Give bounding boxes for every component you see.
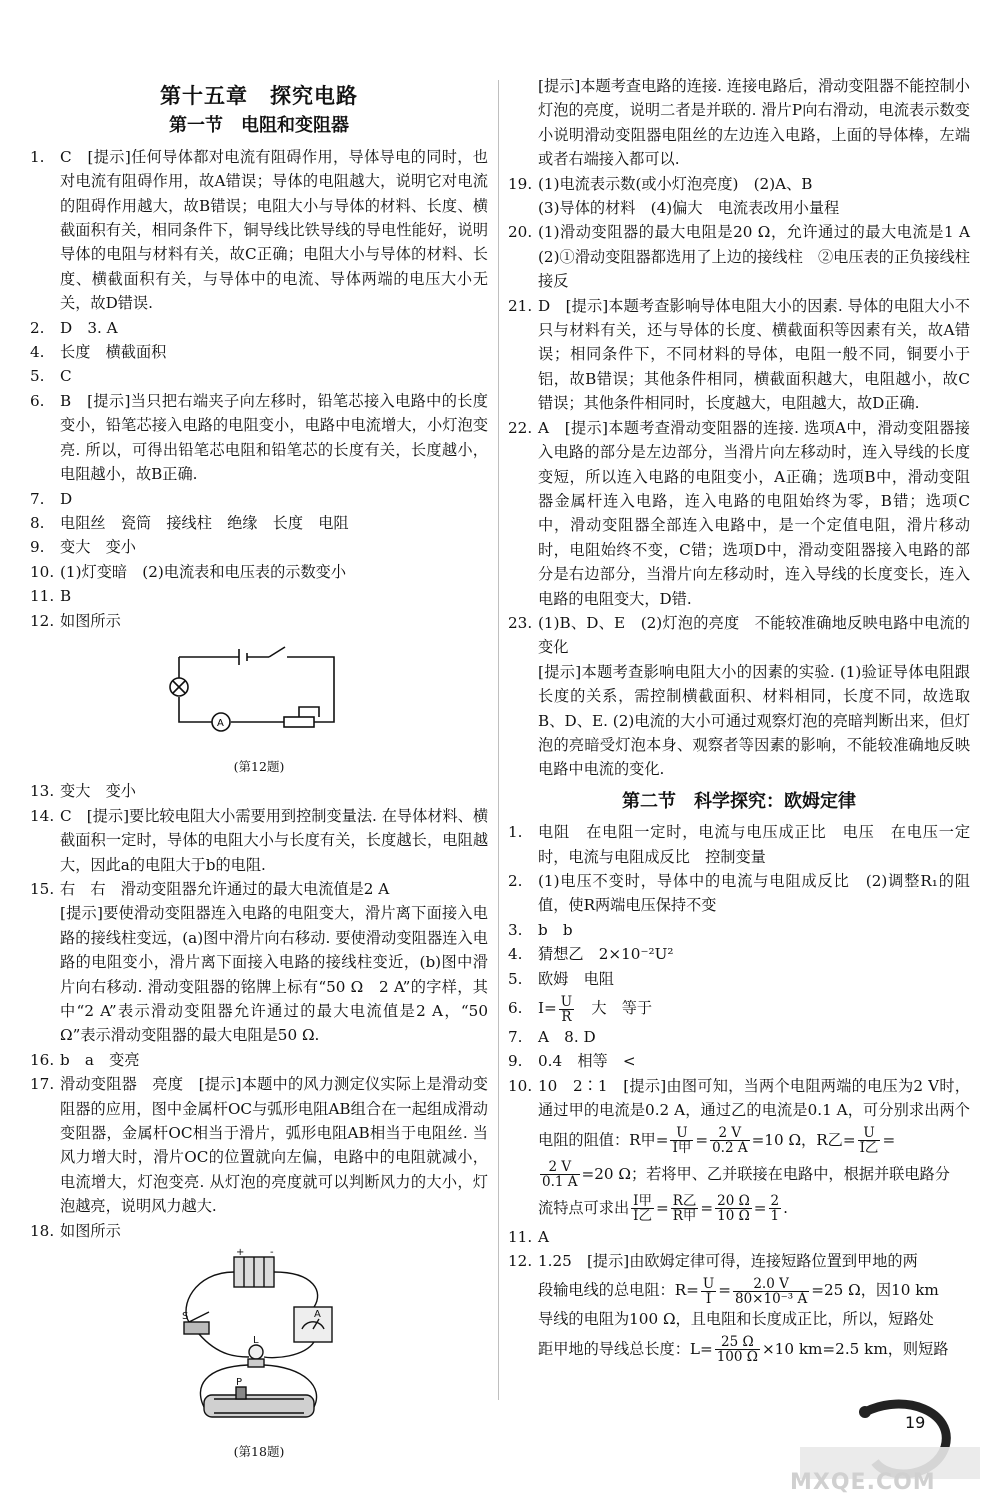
fraction: [733, 1277, 809, 1306]
answer-item: [508, 172, 970, 196]
numerator: 20 Ω: [717, 1193, 750, 1210]
fraction: [671, 1194, 699, 1223]
answer-text: B [提示]当只把右端夹子向左移时，铅笔芯接入电路中的长度变小，铅笔芯接入电路的电阻变小，电路中电流增大，小灯泡变亮. 所以，可得出铅笔芯电阻和铅笔芯的长度有关，长度越小，电阻越小，故B正确.: [60, 391, 488, 484]
numerator: 2 V: [710, 1126, 750, 1141]
answer-text: A 8. D: [538, 1028, 596, 1047]
answer-text: 长度 横截面积: [60, 343, 167, 362]
answer-text: [提示]本题考查电路的连接. 连接电路后，滑动变阻器不能控制小灯泡的亮度，说明二者是并联的. 滑片P向右滑动，电流表示数变小说明滑动变阻器电阻丝的左边连入电路，上面的导体棒，左端或者右端接入都可以.: [538, 77, 970, 169]
denominator: 80×10⁻³ A: [734, 1290, 808, 1307]
answer-text: (1)滑动变阻器的最大电阻是20 Ω，允许通过的最大电流是1 A (2)①滑动变阻器都选用了上边的接线柱 ②电压表的正负接线柱接反: [538, 223, 986, 291]
answer-text: 大 等于: [576, 999, 653, 1018]
answer-text: D: [60, 489, 73, 508]
column-divider: [498, 80, 499, 1400]
answer-text: 电阻 在电阻一定时，电流与电压成正比 电压 在电压一定时，电流与电阻成反比 控制变量: [538, 823, 970, 866]
numerator: 2: [770, 1193, 780, 1210]
circuit-photo-18: [174, 1247, 344, 1437]
answer-item: [30, 877, 488, 901]
numerator: U: [560, 993, 573, 1010]
formula-part: 距甲地的导线总长度：L=: [538, 1339, 713, 1358]
answer-text: (1)电压不变时，导体中的电流与电阻成反比 (2)调整R₁的阻值，使R两端电压保持不变: [538, 872, 970, 915]
item-number: 5.: [508, 969, 523, 988]
formula: [629, 1125, 896, 1157]
answer-item: [30, 1048, 488, 1072]
text-line: 导线的电阻为100 Ω，且电阻和长度成正比，所以，短路处: [538, 1310, 934, 1329]
item-number: 2.: [30, 318, 45, 337]
item-number: 21.: [508, 296, 533, 315]
figure-12: [30, 637, 488, 775]
left-column: [30, 74, 488, 1464]
item-number: 16.: [30, 1050, 55, 1069]
answer-text: [538, 1074, 970, 1157]
answer-text: (1)灯变暗 (2)电流表和电压表的示数变小: [60, 562, 347, 581]
answer-item: [30, 487, 488, 511]
answer-text: 滑动变阻器 亮度 [提示]本题中的风力测定仪实际上是滑动变阻器的应用，图中金属杆OC与弧形电阻AB组合在一起组成滑动变阻器，金属杆OC相当于滑片，弧形电阻AB相当于电阻丝. 当风力增大时，滑片OC的位置就向左偏，电路中的电阻就减小，电流增大，灯泡变亮. 从灯泡的亮度就可以判断风力的大小，灯泡越亮，说明风力越大.: [60, 1075, 488, 1216]
answer-item-11: [508, 1225, 970, 1249]
figure-18-caption: (第18题): [233, 1444, 285, 1460]
answer-item: [508, 416, 970, 611]
fraction: [769, 1194, 782, 1223]
answer-text: 猜想乙 2×10⁻²U²: [538, 945, 674, 964]
fraction: [858, 1126, 881, 1155]
formula-line: [538, 1332, 970, 1366]
answer-item-7: [508, 1025, 970, 1049]
item-number: 12.: [30, 611, 55, 630]
item-number: 10.: [30, 562, 55, 581]
answer-item: [30, 609, 488, 633]
switch-label: S: [182, 1311, 189, 1323]
answer-text: 如图所示: [60, 1221, 121, 1240]
answer-item-6: [508, 991, 970, 1025]
item-number: 9.: [508, 1052, 523, 1071]
answer-text: C [提示]任何导体都对电流有阻碍作用，导体导电的同时，也对电流有阻碍作用，故A错误；导体的电阻越大，说明它对电流的阻碍作用越大，故B错误；电阻大小与导体的材料、长度、横截面积有关，相同条件下，铜导线比铁导线的导电性能好，说明导体的电阻与材料有关，故C正确；电阻大小与导体的材料、长度、横截面积有关，与导体中的电流、导体两端的电压大小无关，故D错误.: [60, 147, 488, 313]
answer-item: [30, 1219, 488, 1243]
formula-part: =10 Ω，R乙=: [751, 1130, 856, 1149]
answer-item: [30, 1072, 488, 1218]
ammeter-label: A: [217, 717, 224, 729]
answer-item: [508, 660, 970, 782]
answer-item: [508, 294, 970, 416]
answer-item: [30, 340, 488, 364]
answer-text: B: [60, 587, 72, 606]
formula-part: ×10 km=2.5 km，则短路: [761, 1339, 949, 1358]
item-number: 4.: [508, 945, 523, 964]
answer-item-10: [508, 1074, 970, 1225]
item-number: 3.: [508, 920, 523, 939]
item-number: 15.: [30, 879, 55, 898]
denominator: 10 Ω: [717, 1208, 750, 1225]
numerator: 2.0 V: [733, 1277, 809, 1292]
answer-item: [508, 967, 970, 991]
right-answer-list-2: [508, 820, 970, 991]
text-line: 10 2∶1 [提示]由图可知，当两个电阻两端的电压为2 V时，通过甲的电流是0.2 A，通过乙的电流是0.1 A，可分别求出两个电阻的阻值：: [538, 1076, 970, 1149]
denominator: R: [561, 1008, 572, 1025]
item-number: 1.: [508, 823, 523, 842]
answer-text: [提示]要使滑动变阻器连入电路的电阻变大，滑片离下面接入电路的接线柱变远，(a)图中滑片向右移动. 要使滑动变阻器连入电路的电阻变小，滑片离下面接入电路的接线柱变近，(b)图中滑片向右移动. 滑动变阻器的铭牌上标有“50 Ω 2 A”的字样，其中“2 A”表示滑动变阻器允许通过的最大电流值是2 A，“50 Ω”表示滑动变阻器的最大电阻是50 Ω.: [60, 904, 488, 1045]
fraction: [540, 1160, 580, 1189]
answer-item: [508, 611, 970, 660]
item-number: 6.: [508, 999, 523, 1018]
item-number: 5.: [30, 367, 45, 386]
right-column: [508, 74, 986, 1366]
answer-item: [508, 220, 986, 293]
formula-part: R甲=: [629, 1130, 669, 1149]
denominator: 0.2 A: [712, 1140, 748, 1157]
watermark-text: MXQE.COM: [790, 1470, 936, 1495]
answer-item: [508, 820, 970, 869]
item-number: 20.: [508, 223, 533, 242]
answer-text: 变大 变小: [60, 538, 136, 557]
answer-text: (1)电流表示数(或小灯泡亮度) (2)A、B: [538, 174, 813, 193]
denominator: I: [705, 1290, 712, 1307]
answer-item: [30, 804, 488, 877]
lamp-label: L: [253, 1335, 259, 1347]
item-number: 7.: [508, 1028, 523, 1047]
answer-text: D [提示]本题考查影响导体电阻大小的因素. 导体的电阻大小不只与材料有关，还与导体的长度、横截面积等因素有关，故A错误；相同条件下，不同材料的导体，电阻一般不同，铜要小于铝，故B错误；其他条件相同，横截面积越大，电阻越小，故C错误；其他条件相同时，长度越大，电阻越大，故D正确.: [538, 296, 970, 413]
numerator: U: [858, 1126, 881, 1141]
answer-text: C [提示]要比较电阻大小需要用到控制变量法. 在导体材料、横截面积一定时，导体的电阻大小与长度有关，长度越长，电阻越大，因此a的电阻大于b的电阻.: [60, 806, 489, 874]
answer-item: [508, 942, 970, 966]
denominator: I乙: [859, 1140, 879, 1157]
item-number: 9.: [30, 538, 45, 557]
answer-text: 如图所示: [60, 611, 121, 630]
denominator: 0.1 A: [542, 1174, 578, 1191]
formula-part: =25 Ω，因10 km: [811, 1281, 939, 1300]
numerator: 25 Ω: [715, 1335, 760, 1350]
item-number: 17.: [30, 1075, 55, 1094]
figure-18: [30, 1247, 488, 1460]
item-number: 8.: [30, 513, 45, 532]
item-number: 4.: [30, 343, 45, 362]
numerator: I甲: [633, 1193, 652, 1210]
item-number: 6.: [30, 391, 45, 410]
fraction: [701, 1277, 716, 1306]
numerator: R乙: [672, 1193, 697, 1210]
fraction: [670, 1126, 693, 1155]
numerator: U: [702, 1275, 715, 1292]
battery-plus-label: +: [236, 1247, 245, 1259]
answer-text: D 3. A: [60, 318, 118, 337]
item-number: 13.: [30, 782, 55, 801]
fraction: [715, 1194, 752, 1223]
answer-item: [508, 918, 970, 942]
answer-text: C: [60, 367, 72, 386]
fraction: [715, 1335, 760, 1364]
item-number: 2.: [508, 872, 523, 890]
section-title-1: 第一节 电阻和变阻器: [169, 115, 349, 137]
item-number: 14.: [30, 806, 55, 825]
slider-label: P: [236, 1377, 243, 1389]
fraction: [631, 1194, 654, 1223]
answer-item: [30, 779, 488, 803]
answer-text: [提示]本题考查影响电阻大小的因素的实验. (1)验证导体电阻跟长度的关系，需控制横截面积、材料相同，长度不同，故选取B、D、E. (2)电流的大小可通过观察灯泡的亮暗判断出来，但灯泡的亮暗受灯泡本身、观察者等因素的影响，不能较准确地反映电路中电流的变化.: [538, 662, 970, 779]
right-answer-list-1: [508, 74, 986, 782]
answer-item: [30, 584, 488, 608]
fraction: [559, 995, 574, 1024]
answer-text: 电阻丝 瓷筒 接线柱 绝缘 长度 电阻: [60, 513, 349, 532]
answer-text: (1)B、D、E (2)灯泡的亮度 不能较准确地反映电路中电流的变化: [538, 613, 970, 657]
answer-text: (3)导体的材料 (4)偏大 电流表改用小量程: [538, 199, 840, 218]
formula-part: 段输电线的总电阻：R=: [538, 1281, 699, 1300]
battery-minus-label: -: [270, 1247, 274, 1259]
item-number: 11.: [30, 587, 55, 606]
item-number: 18.: [30, 1221, 55, 1240]
item-number: 23.: [508, 613, 533, 632]
answer-item: [30, 145, 488, 316]
item-number: 7.: [30, 489, 45, 508]
answer-item: [508, 869, 970, 918]
formula-part: =: [882, 1130, 896, 1149]
item-number: 1.: [30, 147, 45, 166]
answer-text: 欧姆 电阻: [538, 969, 614, 988]
item-number: 11.: [508, 1227, 533, 1246]
section-title-2: 第二节 科学探究：欧姆定律: [622, 790, 856, 812]
formula-line: [538, 1157, 970, 1191]
answer-item: [30, 364, 488, 388]
denominator: I甲: [672, 1140, 692, 1157]
answer-item: [508, 74, 970, 172]
text-line: 1.25 [提示]由欧姆定律可得，连接短路位置到甲地的两: [538, 1252, 918, 1271]
denominator: I乙: [633, 1208, 652, 1225]
denominator: 1: [770, 1208, 780, 1225]
formula-lhs: I=: [538, 999, 557, 1018]
formula-line: 流特点可求出 $\frac{\text{I甲}}{\text{I乙}}$ = $\frac{\text{R乙}}{\text{R甲}}$ = $\frac{20 \Omega}{10 \Omega}$ = $\frac{2}{1}$ .: [538, 1193, 788, 1225]
answer-text: A [提示]本题考查滑动变阻器的连接. 选项A中，滑动变阻器接入电路的部分是左边部分，当滑片向左移动时，连入导线的长度变短，所以连入电路的电阻变小，A正确；选项B中，滑动变阻器金属杆连入电路，连入电路的电阻始终为零，B错；选项C中，滑动变阻器全部连入电路中，是一个定值电阻，滑片移动时，电阻始终不变，C错；选项D中，滑动变阻器接入电路的部分是右边部分，当滑片向左移动时，连入导线的长度变长，连入电路的电阻变大，D错.: [538, 418, 970, 608]
answer-text: b a 变亮: [60, 1050, 140, 1069]
answer-item: [30, 560, 488, 584]
denominator: 100 Ω: [716, 1349, 758, 1366]
answer-text: b b: [538, 920, 573, 939]
answer-text: 0.4 相等 <: [538, 1052, 636, 1071]
answer-item-12: [508, 1249, 970, 1366]
answer-item: [508, 196, 970, 220]
chapter-title: 第十五章 探究电路: [160, 84, 358, 108]
answer-text: 右 右 滑动变阻器允许通过的最大电流值是2 A: [60, 879, 390, 898]
page-number: 19: [905, 1413, 926, 1432]
answer-item: [30, 389, 488, 487]
ammeter-label: A: [314, 1309, 321, 1321]
formula-line: 段输电线的总电阻：R= $\frac{U}{I}$ = $\frac{2.0 V}{\text{80×10⁻³ A}}$ =25 Ω，因10 km: [538, 1275, 939, 1307]
answer-item: [30, 901, 488, 1047]
figure-12-caption: (第12题): [233, 759, 285, 775]
formula-part: =: [695, 1130, 709, 1149]
fraction: [710, 1126, 750, 1155]
answer-item-9: [508, 1049, 970, 1073]
formula-part: 流特点可求出: [538, 1198, 630, 1217]
answer-item: [30, 511, 488, 535]
numerator: U: [670, 1126, 693, 1141]
formula-part: =20 Ω；若将甲、乙并联接在电路中，根据并联电路分: [581, 1164, 950, 1183]
answer-text: 变大 变小: [60, 782, 136, 801]
item-number: 19.: [508, 174, 533, 193]
denominator: R甲: [672, 1208, 697, 1225]
numerator: 2 V: [540, 1160, 580, 1175]
item-number: 12.: [508, 1252, 533, 1271]
circuit-diagram-12: [159, 637, 359, 752]
answer-text: A: [538, 1227, 549, 1246]
answer-item: [30, 535, 488, 559]
answer-item: [30, 316, 488, 340]
left-answer-list: [30, 145, 488, 1461]
item-number: 10.: [508, 1076, 533, 1095]
item-number: 22.: [508, 418, 533, 437]
